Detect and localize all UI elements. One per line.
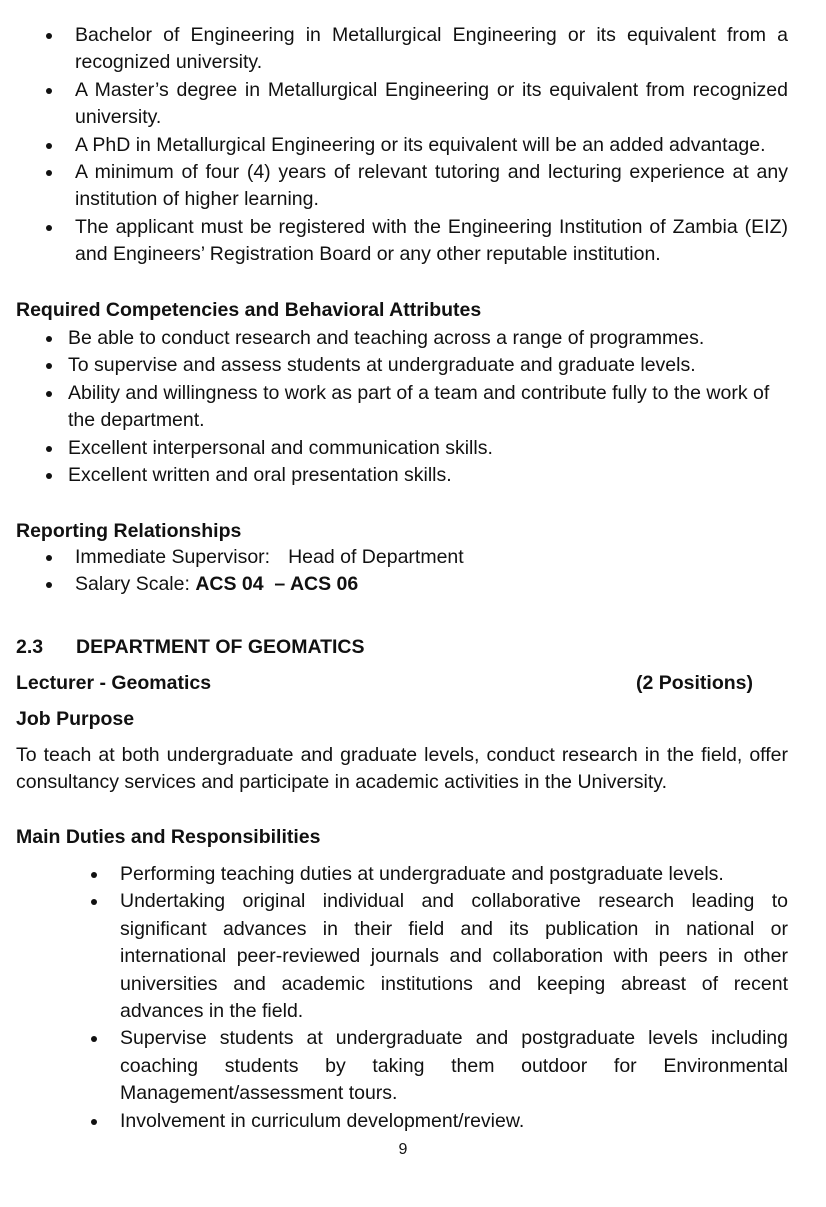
list-item: A Master’s degree in Metallurgical Engineering or its equivalent from recognized university. [75, 77, 788, 132]
position-title: Lecturer - Geomatics [16, 672, 212, 694]
list-item [75, 571, 788, 598]
salary-value: ACS 04 – ACS 06 [195, 573, 359, 596]
job-purpose-text: To teach at both undergraduate and graduate levels, conduct research in the field, offer consultancy services and participate in academic activities in the University. [16, 744, 788, 794]
section-number: 2.3 [16, 636, 44, 658]
position-count: (2 Positions) [636, 672, 754, 694]
list-item: Bachelor of Engineering in Metallurgical Engineering or its equivalent from a recognized university. [75, 22, 788, 77]
bullet-icon [46, 473, 52, 479]
bullet-icon [46, 582, 52, 588]
list-item: Be able to conduct research and teaching across a range of programmes. [68, 325, 788, 352]
bullet-icon [46, 88, 52, 94]
list-item: The applicant must be registered with the Engineering Institution of Zambia (EIZ) and Engineers’ Registration Board or any other reputable institution. [75, 214, 788, 269]
list-item: To supervise and assess students at undergraduate and graduate levels. [68, 352, 788, 379]
list-item: Excellent written and oral presentation skills. [68, 462, 788, 489]
bullet-icon [46, 225, 52, 231]
bullet-icon [46, 33, 52, 39]
bullet-icon [46, 446, 52, 452]
supervisor-value: Head of Department [288, 546, 464, 568]
salary-label: Salary Scale: [75, 573, 190, 596]
bullet-icon [91, 1119, 97, 1125]
reporting-list [75, 544, 788, 599]
list-item: Supervise students at undergraduate and postgraduate levels including coaching students by taking them outdoor for Environmental Management/assessment tours. [120, 1025, 788, 1107]
list-item: Involvement in curriculum development/review. [120, 1108, 788, 1135]
reporting-heading: Reporting Relationships [16, 520, 242, 542]
bullet-icon [46, 555, 52, 561]
list-item: Ability and willingness to work as part of a team and contribute fully to the work of the department. [68, 380, 788, 435]
list-item: A PhD in Metallurgical Engineering or its equivalent will be an added advantage. [75, 132, 788, 159]
qualifications-list [75, 22, 788, 269]
supervisor-label: Immediate Supervisor: [75, 546, 271, 568]
list-item [75, 544, 788, 571]
section-title: DEPARTMENT OF GEOMATICS [76, 636, 365, 658]
duties-list [120, 861, 788, 1135]
page-number: 9 [398, 1141, 408, 1158]
bullet-icon [46, 363, 52, 369]
bullet-icon [91, 899, 97, 905]
duties-heading: Main Duties and Responsibilities [16, 826, 321, 848]
list-item: A minimum of four (4) years of relevant tutoring and lecturing experience at any institution of higher learning. [75, 159, 788, 214]
bullet-icon [46, 170, 52, 176]
list-item: Excellent interpersonal and communication skills. [68, 435, 788, 462]
bullet-icon [46, 391, 52, 397]
bullet-icon [91, 1036, 97, 1042]
bullet-icon [46, 143, 52, 149]
bullet-icon [91, 872, 97, 878]
list-item: Undertaking original individual and collaborative research leading to significant advances in their field and its publication in national or international peer-reviewed journals and collaboration with peers in other universities and academic institutions and keeping abreast of recent advances in the field. [120, 888, 788, 1025]
competencies-list [68, 325, 788, 489]
list-item: Performing teaching duties at undergraduate and postgraduate levels. [120, 861, 788, 888]
competencies-heading: Required Competencies and Behavioral Attributes [16, 299, 482, 321]
bullet-icon [46, 336, 52, 342]
job-purpose-heading: Job Purpose [16, 708, 135, 730]
